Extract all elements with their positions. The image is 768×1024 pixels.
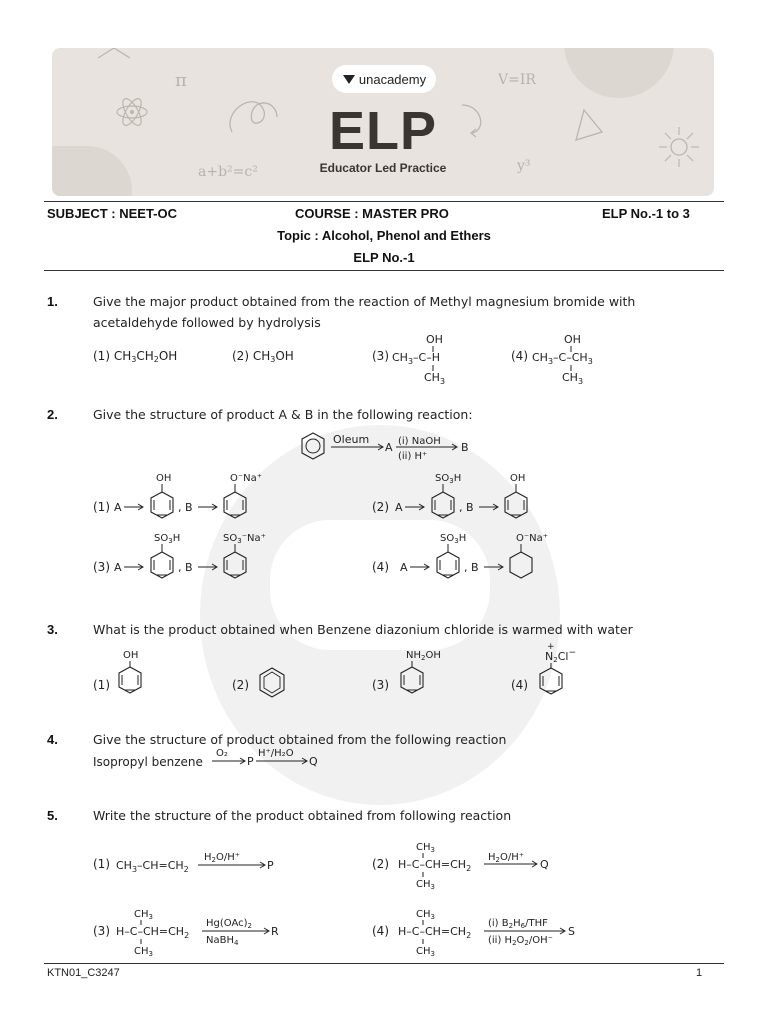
unacademy-logo-icon <box>342 73 356 85</box>
question-1-text: Give the major product obtained from the reaction of Methyl magnesium bromide with acetaldehyde followed by hydrolysis <box>93 294 636 330</box>
svg-text:A: A <box>114 561 122 574</box>
svg-text:Hg(OAc)2: $Hg(OAc)_2$ <box>206 918 252 930</box>
q3-option-1-label: (1) <box>93 678 110 692</box>
q2-option-4-label: (4) <box>372 560 389 574</box>
svg-text:OH: OH <box>123 650 139 661</box>
q3-option-1-structure <box>110 646 160 698</box>
q1-option-3-structure <box>392 330 472 386</box>
q2-option-1-label: (1) <box>93 500 110 514</box>
question-3-number: 3. <box>47 622 58 637</box>
q3-option-3-label: (3) <box>372 678 389 692</box>
q1-option-1: (1) $CH_3CH_2OH$ <box>93 349 178 364</box>
product-a-label: A <box>385 441 393 454</box>
svg-text:O⁻Na⁺: O⁻Na⁺ <box>230 473 263 484</box>
question-2-number: 2. <box>47 407 58 422</box>
brand-name: unacademy <box>358 71 427 87</box>
q1-option-4-structure <box>532 330 622 386</box>
svg-text:A: A <box>114 501 122 514</box>
svg-text:O⁻Na⁺: O⁻Na⁺ <box>516 533 549 544</box>
q4-reaction-arrows <box>210 746 330 770</box>
ohms-law-doodle: V=IR <box>498 72 536 88</box>
elp-range-label: ELP No.-1 to 3 <box>602 206 690 221</box>
svg-text:CH3: $CH_3$ <box>416 946 435 958</box>
product-b-label: B <box>461 441 469 454</box>
option-number: (2) <box>232 349 249 363</box>
q5-option-3-label: (3) <box>93 924 110 938</box>
q4-product-q: Q <box>309 755 318 768</box>
elp-banner <box>52 48 714 196</box>
elp-subtitle: Educator Led Practice <box>319 161 447 175</box>
svg-text:SO3H: $SO_3H$ <box>440 533 467 545</box>
svg-text:NaBH4: NaBH$_4$ <box>206 935 239 947</box>
svg-text:CH3–C–H: $CH_3-C-H$ <box>392 351 440 366</box>
option-number: (4) <box>511 349 528 363</box>
q1-option-2: (2) $CH_3OH$ <box>232 349 294 364</box>
q5-option-3-reaction <box>114 905 294 959</box>
svg-text:CH3–CH=CH2: $CH_3-CH=CH_2$ <box>116 859 189 874</box>
page-number: 1 <box>696 967 703 979</box>
q5-option-1-reaction <box>114 848 284 874</box>
unacademy-logo <box>332 65 436 93</box>
ruler-doodle-icon <box>96 48 132 60</box>
svg-text:OH: OH <box>426 333 443 346</box>
svg-text:CH3: $CH_3$ <box>562 371 584 386</box>
svg-text:, B: , B <box>464 561 479 574</box>
svg-text:H–C–CH=CH2: $H-C-CH=CH_2$ <box>116 925 190 940</box>
q2-option-3-structure <box>114 530 294 586</box>
svg-text:H2O/H⁺: $H_2O/H^+$ <box>488 852 525 864</box>
question-2-text: Give the structure of product A & B in the following reaction: <box>93 407 473 422</box>
q2-option-2-label: (2) <box>372 500 389 514</box>
svg-text:, B: , B <box>459 501 474 514</box>
svg-text:SO3H: $SO_3H$ <box>435 473 462 485</box>
reagent-acid: (ii) H⁺ <box>398 451 428 462</box>
svg-text:CH3–C–CH3: $CH_3-C-CH_3$ <box>532 351 593 366</box>
q5-option-4-label: (4) <box>372 924 389 938</box>
question-5-number: 5. <box>47 808 58 823</box>
svg-text:CH3: $CH_3$ <box>134 946 153 958</box>
elp-title: ELP <box>328 101 438 161</box>
svg-text:OH: OH <box>564 333 581 346</box>
svg-text:+: + <box>547 642 555 652</box>
svg-text:(i) B2H6/THF: (i) $B_2H_6$/THF <box>488 918 548 930</box>
y-cubed-doodle: y³ <box>517 158 531 174</box>
topic-label: Topic : Alcohol, Phenol and Ethers <box>277 228 491 243</box>
q1-option-3 <box>372 349 389 363</box>
svg-text:H–C–CH=CH2: $H-C-CH=CH_2$ <box>398 925 472 940</box>
question-4-text: Give the structure of product obtained from the following reaction <box>93 732 507 747</box>
elp-number: ELP No.-1 <box>353 250 415 265</box>
svg-text:H2O/H⁺: $H_2O/H^+$ <box>204 852 241 864</box>
svg-text:CH3: $CH_3$ <box>416 842 435 854</box>
svg-text:S: S <box>568 925 575 938</box>
q3-option-3-structure <box>398 646 468 698</box>
svg-text:(ii) H2O2/OH⁻: (ii) $H_2O_2/OH^-$ <box>488 935 553 947</box>
pythagoras-doodle: a+b²=c² <box>198 164 258 180</box>
svg-text:OH: OH <box>156 473 172 484</box>
subject-label: SUBJECT : NEET-OC <box>47 206 178 221</box>
option-number: (1) <box>93 349 110 363</box>
reagent-naoh: (i) NaOH <box>398 436 441 447</box>
q5-option-2-reaction <box>396 838 566 892</box>
footer-rule <box>44 963 724 964</box>
svg-text:, B: , B <box>178 561 193 574</box>
benzene-ring-icon <box>302 433 324 459</box>
banner-decor-circle <box>564 48 674 98</box>
document-code: KTN01_C3247 <box>47 967 120 979</box>
svg-text:A: A <box>395 501 403 514</box>
q3-option-4-structure <box>534 640 594 698</box>
svg-text:Q: Q <box>540 858 549 871</box>
pi-doodle: π <box>175 70 187 91</box>
q2-option-1-structure <box>114 470 264 526</box>
svg-text:CH3: $CH_3$ <box>424 371 446 386</box>
q3-option-2-structure <box>254 666 290 700</box>
q4-product-p: P <box>247 755 254 768</box>
question-3-text: What is the product obtained when Benzene diazonium chloride is warmed with water <box>93 622 633 637</box>
q3-option-2-label: (2) <box>232 678 249 692</box>
q4-start-material: Isopropyl benzene <box>93 755 203 769</box>
svg-text:SO3⁻Na⁺: $SO_3^-Na^+$ <box>223 533 266 545</box>
svg-text:H–C–CH=CH2: $H-C-CH=CH_2$ <box>398 858 472 873</box>
header-bottom-rule <box>44 270 724 271</box>
svg-text:, B: , B <box>178 501 193 514</box>
svg-text:CH3: $CH_3$ <box>416 909 435 921</box>
q1-option-4 <box>511 349 528 363</box>
question-4-number: 4. <box>47 732 58 747</box>
q5-option-2-label: (2) <box>372 857 389 871</box>
q2-option-2-structure <box>395 470 545 526</box>
svg-text:CH3: $CH_3$ <box>134 909 153 921</box>
question-5-text: Write the structure of the product obtained from following reaction <box>93 808 512 823</box>
option-number: (3) <box>372 349 389 363</box>
svg-text:P: P <box>267 859 274 872</box>
q2-option-4-structure <box>400 530 560 586</box>
svg-text:OH: OH <box>510 473 526 484</box>
svg-text:SO3H: $SO_3H$ <box>154 533 181 545</box>
q2-reaction-scheme <box>296 428 486 466</box>
svg-text:NH2OH: $NH_2OH$ <box>406 650 441 662</box>
q2-option-3-label: (3) <box>93 560 110 574</box>
svg-text:N2Cl−: N2Cl− <box>545 648 576 664</box>
question-1-number: 1. <box>47 294 58 309</box>
course-label: COURSE : MASTER PRO <box>295 206 449 221</box>
header-top-rule <box>44 201 724 202</box>
q5-option-1-label: (1) <box>93 857 110 871</box>
svg-text:R: R <box>271 925 279 938</box>
q3-option-4-label: (4) <box>511 678 528 692</box>
svg-text:A: A <box>400 561 408 574</box>
reagent-oleum: Oleum <box>333 433 370 446</box>
q4-reagent-acid: H⁺/H₂O <box>258 748 294 759</box>
svg-text:CH3: $CH_3$ <box>416 879 435 891</box>
q4-reagent-oxygen: O₂ <box>216 748 228 759</box>
q5-option-4-reaction <box>396 905 596 959</box>
